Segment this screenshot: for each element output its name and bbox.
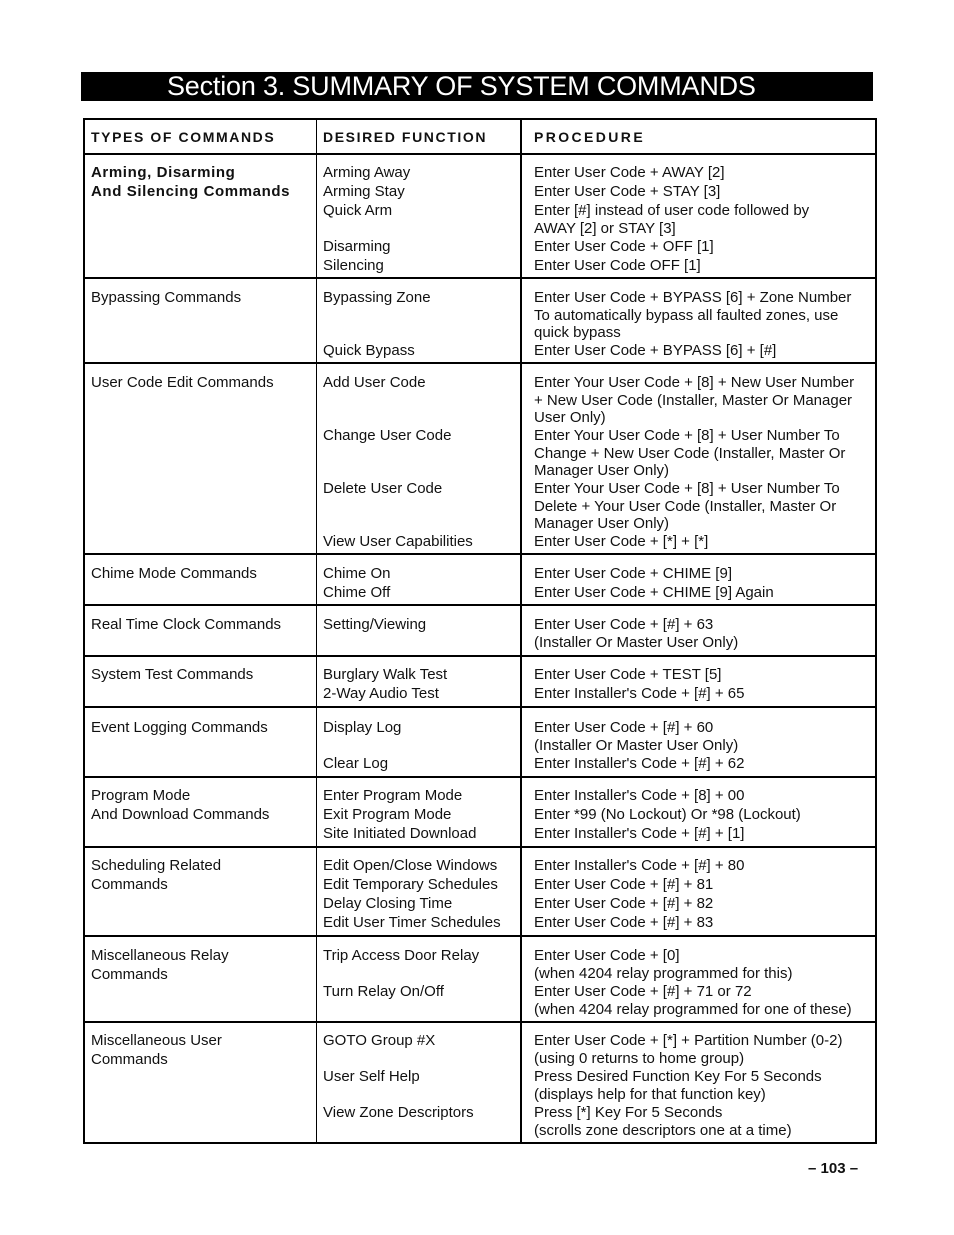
procedure-line: Enter User Code + [#] + 60 bbox=[534, 719, 714, 736]
table-header-row bbox=[85, 120, 875, 155]
procedure-cell bbox=[522, 1023, 875, 1142]
procedure-line: Enter Installer's Code + [#] + 62 bbox=[534, 755, 745, 772]
function-line bbox=[323, 515, 514, 532]
command-type-cell bbox=[85, 708, 317, 776]
table-row bbox=[85, 279, 875, 364]
command-type-line: Miscellaneous Relay bbox=[91, 947, 229, 964]
desired-function-cell bbox=[317, 364, 522, 553]
procedure-cell bbox=[522, 657, 875, 706]
procedure-entry bbox=[534, 288, 867, 341]
function-line: Edit Temporary Schedules bbox=[323, 876, 498, 893]
procedure-entry bbox=[534, 1031, 867, 1067]
procedure-entry bbox=[534, 341, 867, 360]
table-row bbox=[85, 1023, 875, 1142]
procedure-entry bbox=[534, 373, 867, 426]
procedure-line: quick bypass bbox=[534, 324, 621, 341]
command-type-line: Commands bbox=[91, 876, 168, 893]
desired-function-cell bbox=[317, 708, 522, 776]
function-line bbox=[323, 1086, 514, 1103]
command-type-cell bbox=[85, 555, 317, 604]
command-type-line: Bypassing Commands bbox=[91, 289, 242, 306]
table-row bbox=[85, 778, 875, 848]
procedure-line: Enter Installer's Code + [#] + [1] bbox=[534, 825, 745, 842]
command-type-cell bbox=[85, 657, 317, 706]
desired-function-cell bbox=[317, 155, 522, 277]
section-title: Section 3. SUMMARY OF SYSTEM COMMANDS bbox=[81, 72, 873, 101]
function-line: Chime Off bbox=[323, 584, 391, 601]
procedure-line: Enter User Code + TEST [5] bbox=[534, 666, 722, 683]
function-line: View User Capabilities bbox=[323, 533, 473, 550]
procedure-line: Enter Installer's Code + [#] + 65 bbox=[534, 685, 745, 702]
procedure-line: Enter [#] instead of user code followed by bbox=[534, 202, 810, 219]
function-line: 2-Way Audio Test bbox=[323, 685, 439, 702]
function-line: Delete User Code bbox=[323, 480, 443, 497]
procedure-line: (displays help for that function key) bbox=[534, 1086, 766, 1103]
page-number: – 103 – bbox=[808, 1160, 859, 1177]
procedure-entry bbox=[534, 532, 867, 551]
command-type-line: Commands bbox=[91, 1051, 168, 1068]
procedure-line: Enter Installer's Code + [#] + 80 bbox=[534, 857, 745, 874]
command-type-line: System Test Commands bbox=[91, 666, 254, 683]
command-type-cell bbox=[85, 1023, 317, 1142]
procedure-entry bbox=[534, 754, 867, 773]
desired-function-cell bbox=[317, 848, 522, 935]
procedure-line: Enter User Code + [#] + 83 bbox=[534, 914, 714, 931]
function-line bbox=[323, 409, 514, 426]
function-line: Disarming bbox=[323, 238, 391, 255]
table-row bbox=[85, 606, 875, 657]
function-line bbox=[323, 307, 514, 324]
command-type-cell bbox=[85, 937, 317, 1021]
header-desired-function: DESIRED FUNCTION bbox=[317, 120, 522, 153]
procedure-line: AWAY [2] or STAY [3] bbox=[534, 220, 676, 237]
procedure-line: Enter *99 (No Lockout) Or *98 (Lockout) bbox=[534, 806, 801, 823]
procedure-line: Enter User Code + [0] bbox=[534, 947, 680, 964]
desired-function-cell bbox=[317, 279, 522, 362]
command-type-cell bbox=[85, 606, 317, 655]
command-type-cell bbox=[85, 848, 317, 935]
desired-function-cell bbox=[317, 606, 522, 655]
procedure-entry bbox=[534, 1067, 867, 1103]
table-row bbox=[85, 848, 875, 937]
function-line bbox=[323, 445, 514, 462]
procedure-entry bbox=[534, 564, 867, 583]
command-type-line: Event Logging Commands bbox=[91, 719, 268, 736]
procedure-line: Manager User Only) bbox=[534, 462, 670, 479]
procedure-entry bbox=[534, 982, 867, 1018]
procedure-entry bbox=[534, 256, 867, 275]
procedure-cell bbox=[522, 155, 875, 277]
function-line: Delay Closing Time bbox=[323, 895, 453, 912]
command-type-line: Commands bbox=[91, 966, 168, 983]
function-line: Clear Log bbox=[323, 755, 389, 772]
procedure-line: Enter Your User Code + [8] + New User Number bbox=[534, 374, 855, 391]
table-row bbox=[85, 555, 875, 606]
command-type-line: Miscellaneous User bbox=[91, 1032, 222, 1049]
table-row bbox=[85, 364, 875, 555]
function-line: Change User Code bbox=[323, 427, 452, 444]
procedure-line: Manager User Only) bbox=[534, 515, 670, 532]
function-line: Add User Code bbox=[323, 374, 426, 391]
function-line: Quick Arm bbox=[323, 202, 393, 219]
function-line: Bypassing Zone bbox=[323, 289, 431, 306]
function-line bbox=[323, 324, 514, 341]
table-row bbox=[85, 155, 875, 279]
function-line: GOTO Group #X bbox=[323, 1032, 436, 1049]
procedure-entry bbox=[534, 894, 867, 913]
function-line: Exit Program Mode bbox=[323, 806, 452, 823]
command-type-line: User Code Edit Commands bbox=[91, 374, 274, 391]
function-line: User Self Help bbox=[323, 1068, 420, 1085]
procedure-cell bbox=[522, 279, 875, 362]
procedure-line: (when 4204 relay programmed for this) bbox=[534, 965, 793, 982]
procedure-entry bbox=[534, 1103, 867, 1139]
procedure-line: Change + New User Code (Installer, Master Or bbox=[534, 445, 846, 462]
command-type-cell bbox=[85, 279, 317, 362]
procedure-line: Enter User Code + BYPASS [6] + Zone Number bbox=[534, 289, 852, 306]
function-line bbox=[323, 1050, 514, 1067]
procedure-line: Enter User Code + OFF [1] bbox=[534, 238, 714, 255]
procedure-line: Enter Your User Code + [8] + User Number To bbox=[534, 480, 840, 497]
procedure-entry bbox=[534, 786, 867, 805]
header-types-of-commands: TYPES OF COMMANDS bbox=[85, 120, 317, 153]
function-line: Edit User Timer Schedules bbox=[323, 914, 501, 931]
command-type-line: And Silencing Commands bbox=[91, 183, 291, 200]
procedure-line: Press [*] Key For 5 Seconds bbox=[534, 1104, 723, 1121]
function-line: Silencing bbox=[323, 257, 384, 274]
function-line: Quick Bypass bbox=[323, 342, 415, 359]
command-type-line: Real Time Clock Commands bbox=[91, 616, 282, 633]
procedure-cell bbox=[522, 937, 875, 1021]
procedure-line: Enter Installer's Code + [8] + 00 bbox=[534, 787, 745, 804]
function-line bbox=[323, 737, 514, 754]
procedure-entry bbox=[534, 946, 867, 982]
command-type-line: And Download Commands bbox=[91, 806, 270, 823]
procedure-cell bbox=[522, 606, 875, 655]
procedure-line: (using 0 returns to home group) bbox=[534, 1050, 745, 1067]
system-commands-table bbox=[83, 118, 877, 1144]
desired-function-cell bbox=[317, 657, 522, 706]
procedure-entry bbox=[534, 665, 867, 684]
procedure-entry bbox=[534, 182, 867, 201]
procedure-line: Enter User Code + [#] + 71 or 72 bbox=[534, 983, 752, 1000]
procedure-line: Enter User Code + [#] + 63 bbox=[534, 616, 714, 633]
procedure-line: Enter User Code + [#] + 82 bbox=[534, 895, 714, 912]
function-line: Arming Stay bbox=[323, 183, 405, 200]
procedure-line: Press Desired Function Key For 5 Seconds bbox=[534, 1068, 822, 1085]
desired-function-cell bbox=[317, 1023, 522, 1142]
procedure-entry bbox=[534, 163, 867, 182]
function-line: Arming Away bbox=[323, 164, 411, 181]
procedure-cell bbox=[522, 848, 875, 935]
procedure-entry bbox=[534, 856, 867, 875]
procedure-entry bbox=[534, 583, 867, 602]
table-row bbox=[85, 657, 875, 708]
function-line bbox=[323, 220, 514, 237]
procedure-line: Enter User Code + CHIME [9] bbox=[534, 565, 732, 582]
desired-function-cell bbox=[317, 937, 522, 1021]
table-row bbox=[85, 708, 875, 778]
procedure-line: Enter User Code + [#] + 81 bbox=[534, 876, 714, 893]
procedure-line: (scrolls zone descriptors one at a time) bbox=[534, 1122, 792, 1139]
procedure-line: To automatically bypass all faulted zones, use bbox=[534, 307, 839, 324]
procedure-line: + New User Code (Installer, Master Or Manager bbox=[534, 392, 853, 409]
function-line: View Zone Descriptors bbox=[323, 1104, 474, 1121]
command-type-line: Arming, Disarming bbox=[91, 164, 236, 181]
command-type-cell bbox=[85, 155, 317, 277]
procedure-entry bbox=[534, 684, 867, 703]
procedure-entry bbox=[534, 426, 867, 479]
procedure-line: Delete + Your User Code (Installer, Master Or bbox=[534, 498, 837, 515]
procedure-entry bbox=[534, 479, 867, 532]
procedure-entry bbox=[534, 875, 867, 894]
procedure-line: Enter User Code + [*] + [*] bbox=[534, 533, 709, 550]
command-type-line: Program Mode bbox=[91, 787, 191, 804]
procedure-line: User Only) bbox=[534, 409, 606, 426]
procedure-cell bbox=[522, 555, 875, 604]
procedure-line: Enter Your User Code + [8] + User Number To bbox=[534, 427, 840, 444]
procedure-cell bbox=[522, 778, 875, 846]
procedure-cell bbox=[522, 708, 875, 776]
procedure-entry bbox=[534, 913, 867, 932]
procedure-line: Enter User Code OFF [1] bbox=[534, 257, 701, 274]
desired-function-cell bbox=[317, 778, 522, 846]
function-line bbox=[323, 392, 514, 409]
procedure-entry bbox=[534, 824, 867, 843]
function-line: Site Initiated Download bbox=[323, 825, 477, 842]
procedure-line: Enter User Code + CHIME [9] Again bbox=[534, 584, 774, 601]
command-type-line: Scheduling Related bbox=[91, 857, 222, 874]
procedure-line: Enter User Code + AWAY [2] bbox=[534, 164, 725, 181]
procedure-line: (Installer Or Master User Only) bbox=[534, 634, 739, 651]
function-line: Trip Access Door Relay bbox=[323, 947, 480, 964]
table-row bbox=[85, 937, 875, 1023]
procedure-entry bbox=[534, 805, 867, 824]
procedure-line: (Installer Or Master User Only) bbox=[534, 737, 739, 754]
procedure-line: Enter User Code + STAY [3] bbox=[534, 183, 721, 200]
header-procedure: PROCEDURE bbox=[534, 129, 646, 145]
function-line: Setting/Viewing bbox=[323, 616, 427, 633]
procedure-line: Enter User Code + [*] + Partition Number (0-2) bbox=[534, 1032, 843, 1049]
function-line: Turn Relay On/Off bbox=[323, 983, 444, 1000]
command-type-line: Chime Mode Commands bbox=[91, 565, 257, 582]
command-type-cell bbox=[85, 364, 317, 553]
function-line: Edit Open/Close Windows bbox=[323, 857, 498, 874]
procedure-entry bbox=[534, 718, 867, 754]
function-line bbox=[323, 462, 514, 479]
function-line bbox=[323, 498, 514, 515]
procedure-line: (when 4204 relay programmed for one of these) bbox=[534, 1001, 852, 1018]
procedure-entry bbox=[534, 201, 867, 237]
command-type-cell bbox=[85, 778, 317, 846]
function-line: Burglary Walk Test bbox=[323, 666, 448, 683]
procedure-cell bbox=[522, 364, 875, 553]
procedure-entry bbox=[534, 615, 867, 651]
function-line: Chime On bbox=[323, 565, 391, 582]
function-line: Enter Program Mode bbox=[323, 787, 463, 804]
procedure-entry bbox=[534, 237, 867, 256]
procedure-line: Enter User Code + BYPASS [6] + [#] bbox=[534, 342, 777, 359]
desired-function-cell bbox=[317, 555, 522, 604]
function-line: Display Log bbox=[323, 719, 402, 736]
function-line bbox=[323, 965, 514, 982]
